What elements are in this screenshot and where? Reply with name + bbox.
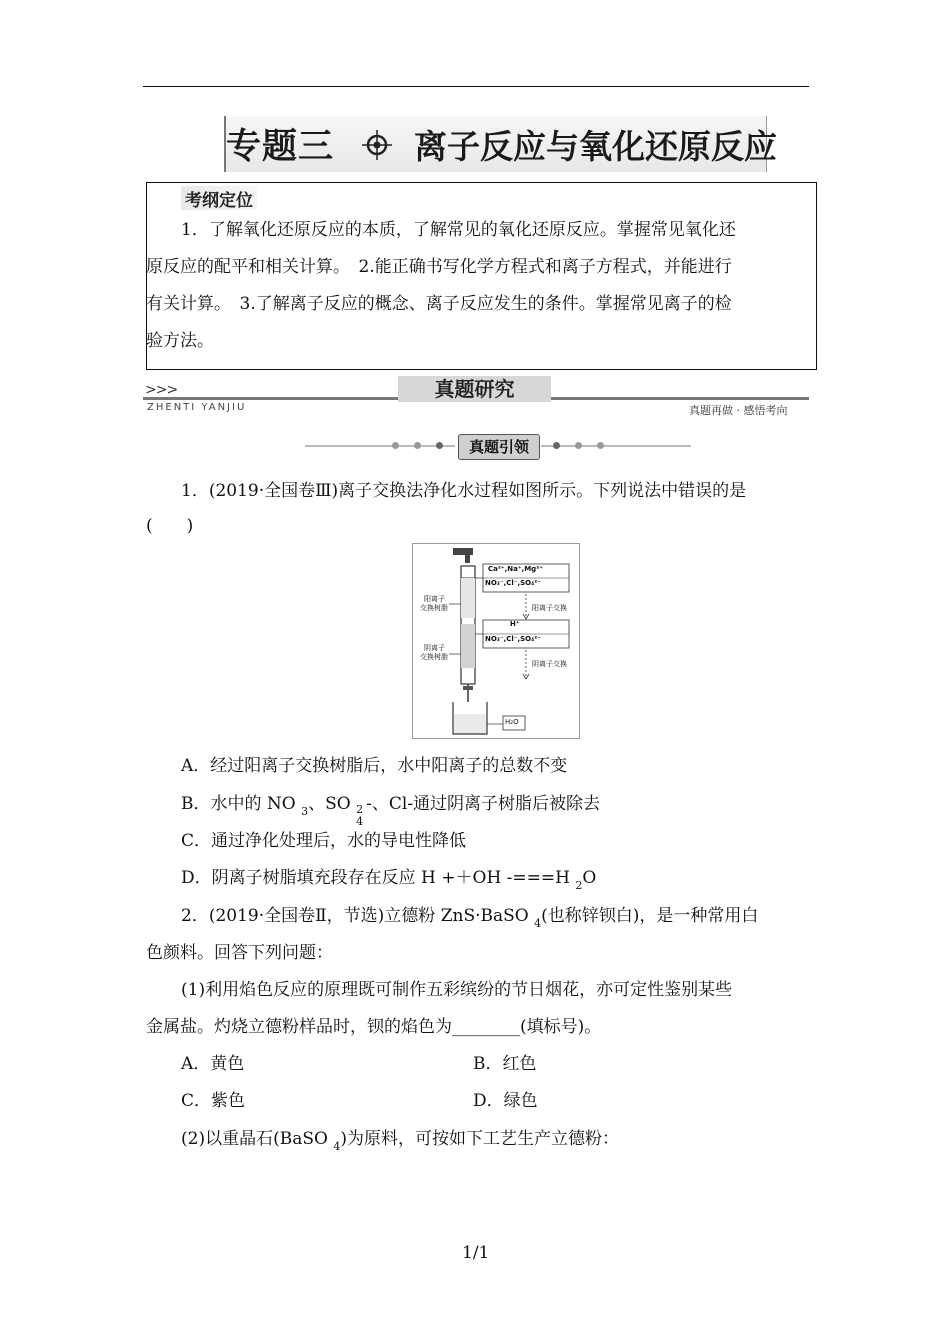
outline-line-3: 有关计算。 3.了解离子反应的概念、离子反应发生的条件。掌握常见离子的检 <box>146 294 732 314</box>
fig-ions-top-1: Ca²⁺,Na⁺,Mg²⁺ <box>488 565 543 573</box>
fig-ions-mid-1: H⁺ <box>510 620 520 628</box>
q2-option-d: D．绿色 <box>473 1091 538 1111</box>
chapter-title: 离子反应与氧化还原反应 <box>414 127 777 166</box>
dot-icon <box>436 442 443 449</box>
page-number: 1/1 <box>462 1243 490 1263</box>
q1-stem-line-1: 1．(2019·全国卷Ⅲ)离子交换法净化水过程如图所示。下列说法中错误的是 <box>181 481 747 501</box>
dot-icon <box>575 442 582 449</box>
fig-ions-mid-2: NO₃⁻,Cl⁻,SO₄²⁻ <box>485 635 541 643</box>
section-slogan: 真题再做 · 感悟考向 <box>689 404 788 417</box>
q1-option-c: C．通过净化处理后，水的导电性降低 <box>181 831 467 851</box>
q2-option-a: A．黄色 <box>181 1054 245 1074</box>
q2-stem-line-1: 2．(2019·全国卷Ⅱ，节选)立德粉 ZnS·BaSO $_4$(也称锌钡白)，是一种常用白 <box>181 906 759 930</box>
outline-line-2: 原反应的配平和相关计算。 2.能正确书写化学方程式和离子方程式，并能进行 <box>146 257 732 277</box>
chevrons-icon: >>> <box>145 382 178 398</box>
header-rule <box>143 86 809 87</box>
q2-option-b: B．红色 <box>473 1054 537 1074</box>
outline-line-1: 1．了解氧化还原反应的本质，了解常见的氧化还原反应。掌握常见氧化还 <box>181 220 736 240</box>
fig-beaker-label: H₂O <box>505 718 519 726</box>
q2-stem-line-2: 色颜料。回答下列问题： <box>146 943 333 963</box>
fig-anion-resin-1: 阴离子 <box>424 644 445 652</box>
dot-icon <box>553 442 560 449</box>
fig-anion-resin-2: 交换树脂 <box>420 653 448 661</box>
q1-option-b: B．水中的 NO $_3$、SO 2 4 -、Cl-通过阴离子树脂后被除去 <box>181 794 601 828</box>
fig-ions-top-2: NO₃⁻,Cl⁻,SO₄²⁻ <box>485 579 541 587</box>
q2-part1-line-2: 金属盐。灼烧立德粉样品时，钡的焰色为________(填标号)。 <box>146 1017 602 1037</box>
fig-cation-resin-2: 交换树脂 <box>420 604 448 612</box>
crosshair-icon <box>362 130 392 160</box>
q1-option-d: D．阴离子树脂填充段存在反应 H +＋OH -===H $_2$O <box>181 868 597 892</box>
q2-part1-line-1: (1)利用焰色反应的原理既可制作五彩缤纷的节日烟花，亦可定性鉴别某些 <box>181 980 733 1000</box>
section-pinyin: ZHENTI YANJIU <box>147 402 247 413</box>
dot-icon <box>414 442 421 449</box>
q2-part2-line: (2)以重晶石(BaSO $_4$)为原料，可按如下工艺生产立德粉： <box>181 1129 619 1153</box>
outline-line-4: 验方法。 <box>146 331 214 351</box>
fig-arrow-1-label: 阳离子交换 <box>532 604 567 612</box>
fig-arrow-2-label: 阴离子交换 <box>532 660 567 668</box>
fig-cation-resin-1: 阳离子 <box>424 595 445 603</box>
chapter-label: 专题三 <box>226 127 335 167</box>
q2-option-c: C．紫色 <box>181 1091 246 1111</box>
q1-stem-line-2: ( ) <box>146 516 194 536</box>
dot-icon <box>392 442 399 449</box>
lead-line-right <box>541 445 691 447</box>
lead-title: 真题引领 <box>458 434 540 460</box>
dot-icon <box>597 442 604 449</box>
q1-option-a: A．经过阳离子交换树脂后，水中阳离子的总数不变 <box>181 756 568 776</box>
outline-tag: 考纲定位 <box>181 186 257 210</box>
section-title: 真题研究 <box>398 376 551 402</box>
lead-line-left <box>305 445 455 447</box>
